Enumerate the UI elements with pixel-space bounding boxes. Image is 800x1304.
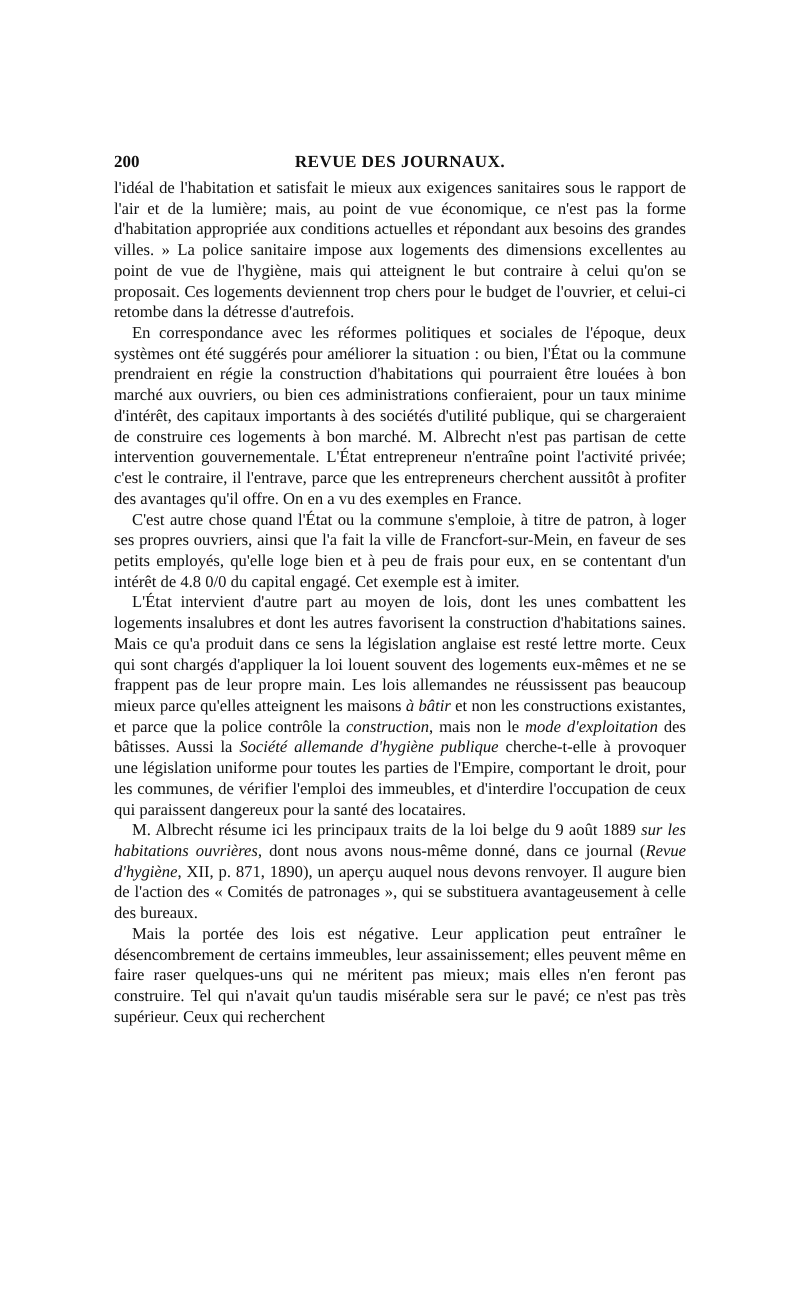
paragraph: [114, 323, 686, 509]
italic-text-run: Société allemande d'hygiène publique: [239, 737, 499, 757]
paragraph: [114, 924, 686, 1028]
text-run: L'État intervient d'autre part au moyen de lois, dont les unes combattent les logements insalubres et dont les autres favorisent la construction d'habitations saines. Mais ce qu'a produit dans ce sens la législation anglaise est resté lettre morte. Ceux qui sont chargés d'appliquer la loi louent souvent des logements eux-mêmes et ne se frappent pas de leur propre main. Les lois allemandes ne réussissent pas beaucoup mieux parce qu'elles atteignent les maisons: [114, 592, 686, 715]
text-run: l'idéal de l'habitation et satisfait le mieux aux exigences sanitaires sous le rapport de l'air et de la lumière; mais, au point de vue économique, ce n'est pas la forme d'habitation appropriée aux conditions actuelles et répondant aux besoins des grandes villes. » La police sanitaire impose aux logements des dimensions excellentes au point de vue de l'hygiène, mais qui atteignent le but contraire à celui qu'on se proposait. Ces logements deviennent trop chers pour le budget de l'ouvrier, et celui-ci retombe dans la détresse d'autrefois.: [114, 178, 686, 322]
paragraph: [114, 592, 686, 820]
text-run: C'est autre chose quand l'État ou la commune s'emploie, à titre de patron, à loger ses propres ouvriers, ainsi que l'a fait la ville de Francfort-sur-Mein, en faveur de ses petits employés, qu'elle loge bien et à peu de frais pour eux, en se contentant d'un intérêt de 4.8 0/0 du capital engagé. Cet exemple est à imiter.: [114, 509, 686, 591]
text-run: M. Albrecht résume ici les principaux traits de la loi belge du 9 août 1889: [132, 820, 642, 840]
text-run: et non les constructions existantes, et parce que la police contrôle la: [114, 695, 686, 736]
italic-text-run: construction: [346, 716, 430, 736]
italic-text-run: à bâtir: [405, 695, 451, 715]
document-page: [114, 152, 686, 1027]
text-run: , XII, p. 871, 1890), un aperçu auquel nous devons renvoyer. Il augure bien de l'action des « Comités de patronages », qui se substituera avantageusement à celle des bureaux.: [114, 861, 686, 923]
paragraph: [114, 510, 686, 593]
text-run: , dont nous avons nous-même donné, dans ce journal (: [257, 841, 646, 860]
italic-text-run: mode d'exploitation: [525, 716, 658, 736]
text-run: Mais la portée des lois est négative. Leur application peut entraîner le désencombrement de certains immeubles, leur assainissement; elles peuvent même en faire raser quelques-uns qui ne méritent pas mieux; mais elles n'en feront pas construire. Tel qui n'avait qu'un taudis misérable sera sur le pavé; ce n'est pas très supérieur. Ceux qui recherchent: [114, 923, 686, 1026]
paragraph: [114, 178, 686, 323]
journal-title: REVUE DES JOURNAUX.: [294, 152, 506, 171]
body-text: [114, 178, 686, 1027]
italic-text-run: sur les habitations ouvrières: [114, 820, 686, 860]
italic-text-run: Revue d'hygiène: [114, 841, 686, 881]
paragraph: [114, 820, 686, 924]
text-run: En correspondance avec les réformes politiques et sociales de l'époque, deux systèmes ont été suggérés pour améliorer la situation : ou bien, l'État ou la commune prendraient en régie la construction d'habitations qui pourraient être louées à bon marché aux ouvriers, ou bien ces administrations confieraient, pour un taux minime d'intérêt, des capitaux importants à des sociétés d'utilité publique, qui se chargeraient de construire ces logements à bon marché. M. Albrecht n'est pas partisan de cette intervention gouvernementale. L'État entrepreneur n'entraîne point l'activité privée; c'est le contraire, il l'entrave, parce que les entrepreneurs cherchent aussitôt à profiter des avantages qu'il offre. On en a vu des exemples en France.: [114, 323, 686, 508]
text-run: des bâtisses. Aussi la: [114, 716, 686, 757]
text-run: , mais non le: [429, 716, 525, 736]
page-number: 200: [114, 152, 140, 171]
running-header: [114, 152, 686, 178]
text-run: cherche-t-elle à provoquer une législation uniforme pour toutes les parties de l'Empire, comportant le droit, pour les communes, de vérifier l'emploi des immeubles, et d'interdire l'occupation de ceux qui paraissent dangereux pour la santé des locataires.: [114, 737, 686, 819]
